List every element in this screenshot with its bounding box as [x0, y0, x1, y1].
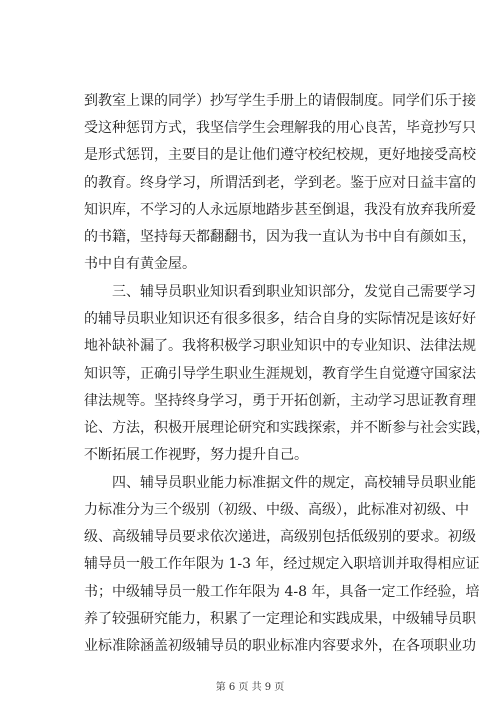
text-line: 论、方法，积极开展理论研究和实践探索，并不断参与社会实践，	[84, 420, 490, 436]
text-line: 三、辅导员职业知识看到职业知识部分，发觉自己需要学习	[112, 284, 476, 300]
text-line: 书；中级辅导员一般工作年限为 4-8 年，具备一定工作经验，培	[84, 584, 480, 600]
text-line: 书中自有黄金屋。	[84, 256, 196, 272]
text-line: 业标准除涵盖初级辅导员的职业标准内容要求外，在各项职业功	[84, 638, 476, 654]
text-line: 辅导员一般工作年限为 1-3 年，经过规定入职培训并取得相应证	[84, 556, 480, 572]
text-line: 到教室上课的同学）抄写学生手册上的请假制度。同学们乐于接	[84, 93, 476, 109]
text-line: 养了较强研究能力，积累了一定理论和实践成果，中级辅导员职	[84, 611, 476, 627]
text-line: 受这种惩罚方式，我坚信学生会理解我的用心良苦，毕竟抄写只	[84, 120, 476, 136]
text-line: 律法规等。坚持终身学习，勇于开拓创新，主动学习思证教育理	[84, 393, 476, 409]
text-line: 的辅导员职业知识还有很多很多，结合自身的实际情况是该好好	[84, 311, 476, 327]
text-line: 四、辅导员职业能力标准据文件的规定，高校辅导员职业能	[112, 475, 476, 491]
text-line: 知识库，不学习的人永远原地踏步甚至倒退，我没有放弃我所爱	[84, 202, 476, 218]
text-line: 知识等，正确引导学生职业生涯规划，教育学生自觉遵守国家法	[84, 366, 476, 382]
text-line: 地补缺补漏了。我将积极学习职业知识中的专业知识、法律法规	[84, 338, 476, 354]
page-number-footer: 第 6 页 共 9 页	[215, 682, 285, 693]
text-line: 的教育。终身学习，所谓活到老，学到老。鉴于应对日益丰富的	[84, 175, 476, 191]
text-line: 的书籍，坚持每天都翻翻书，因为我一直认为书中自有颜如玉，	[84, 229, 476, 245]
text-line: 是形式惩罚，主要目的是让他们遵守校纪校规，更好地接受高校	[84, 147, 476, 163]
text-line: 力标准分为三个级别（初级、中级、高级），此标准对初级、中	[84, 502, 469, 518]
text-line: 不断拓展工作视野，努力提升自己。	[84, 447, 308, 463]
text-line: 级、高级辅导员要求依次递进，高级别包括低级别的要求。初级	[84, 529, 476, 545]
